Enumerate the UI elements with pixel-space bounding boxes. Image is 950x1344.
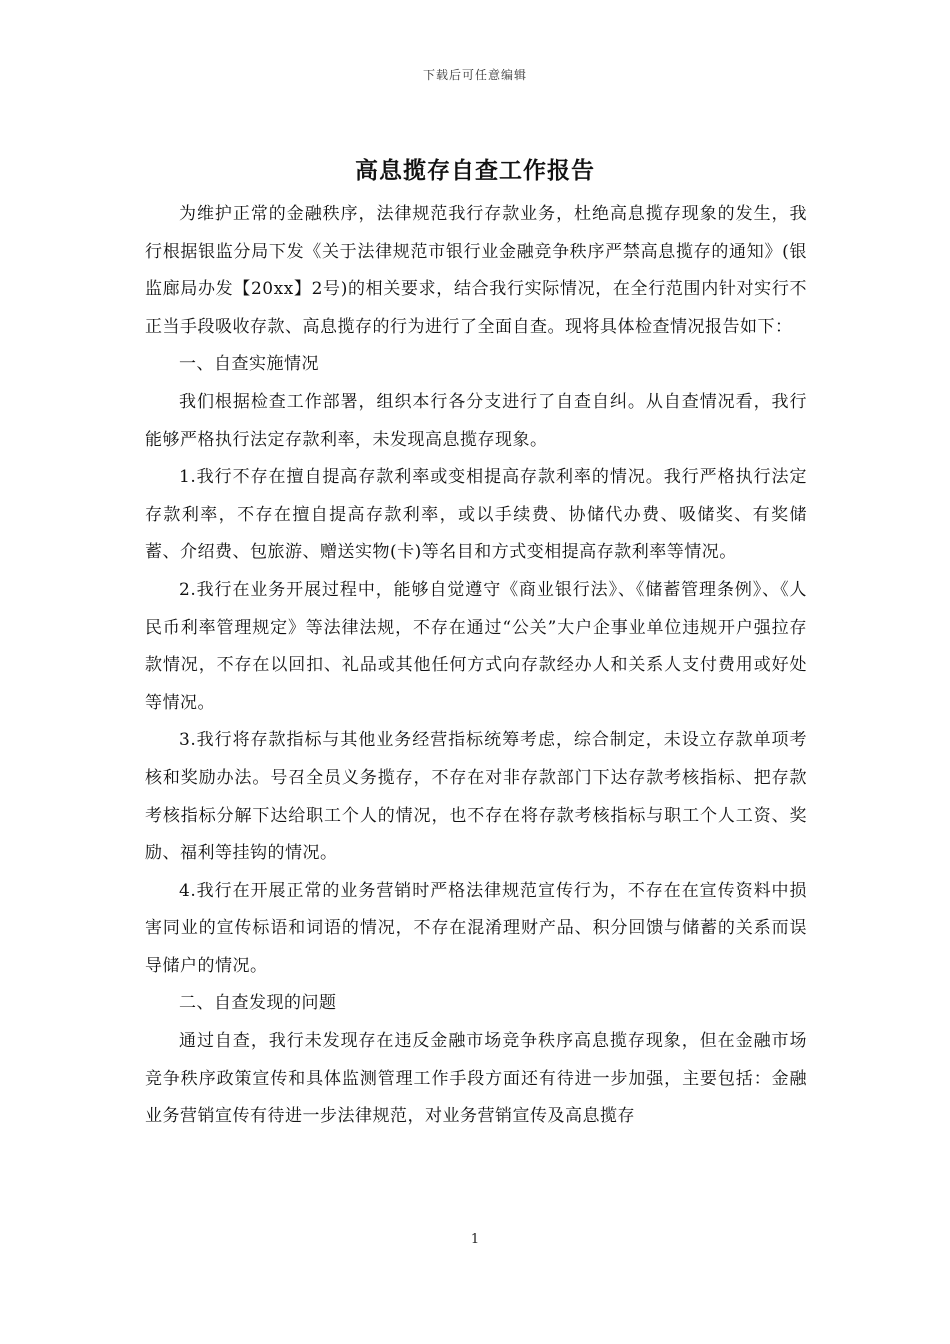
list-item-3: 3.我行将存款指标与其他业务经营指标统筹考虑，综合制定，未设立存款单项考核和奖励办法。号召全员义务揽存，不存在对非存款部门下达存款考核指标、把存款考核指标分解下达给职工个人的情况，也不存在将存款考核指标与职工个人工资、奖励、福利等挂钩的情况。 <box>145 730 807 864</box>
list-item-2: 2.我行在业务开展过程中，能够自觉遵守《商业银行法》、《储蓄管理条例》、《人民币利率管理规定》等法律法规，不存在通过“公关”大户企事业单位违规开户强拉存款情况，不存在以回扣、礼品或其他任何方式向存款经办人和关系人支付费用或好处等情况。 <box>145 579 807 713</box>
page-header-note: 下载后可任意编辑 <box>422 68 527 82</box>
section-heading-1: 一、自查实施情况 <box>179 354 319 375</box>
document-body <box>145 196 807 1136</box>
list-item-1: 1.我行不存在擅自提高存款利率或变相提高存款利率的情况。我行严格执行法定存款利率，不存在擅自提高存款利率，或以手续费、协储代办费、吸储奖、有奖储蓄、介绍费、包旅游、赠送实物(卡)等名目和方式变相提高存款利率等情况。 <box>145 467 807 563</box>
document-title: 高息揽存自查工作报告 <box>355 157 595 184</box>
paragraph-intro: 为维护正常的金融秩序，法律规范我行存款业务，杜绝高息揽存现象的发生，我行根据银监分局下发《关于法律规范市银行业金融竞争秩序严禁高息揽存的通知》(银监廊局办发【20xx】2号)的相关要求，结合我行实际情况，在全行范围内针对实行不正当手段吸收存款、高息揽存的行为进行了全面自查。现将具体检查情况报告如下： <box>145 204 807 337</box>
paragraph-problems: 通过自查，我行未发现存在违反金融市场竞争秩序高息揽存现象，但在金融市场竞争秩序政策宣传和具体监测管理工作手段方面还有待进一步加强，主要包括：金融业务营销宣传有待进一步法律规范，对业务营销宣传及高息揽存 <box>145 1031 807 1127</box>
paragraph-summary: 我们根据检查工作部署，组织本行各分支进行了自查自纠。从自查情况看，我行能够严格执行法定存款利率，未发现高息揽存现象。 <box>145 391 807 450</box>
page-number: 1 <box>470 1232 480 1247</box>
list-item-4: 4.我行在开展正常的业务营销时严格法律规范宣传行为，不存在在宣传资料中损害同业的宣传标语和词语的情况，不存在混淆理财产品、积分回馈与储蓄的关系而误导储户的情况。 <box>145 880 807 976</box>
section-heading-2: 二、自查发现的问题 <box>179 993 337 1014</box>
